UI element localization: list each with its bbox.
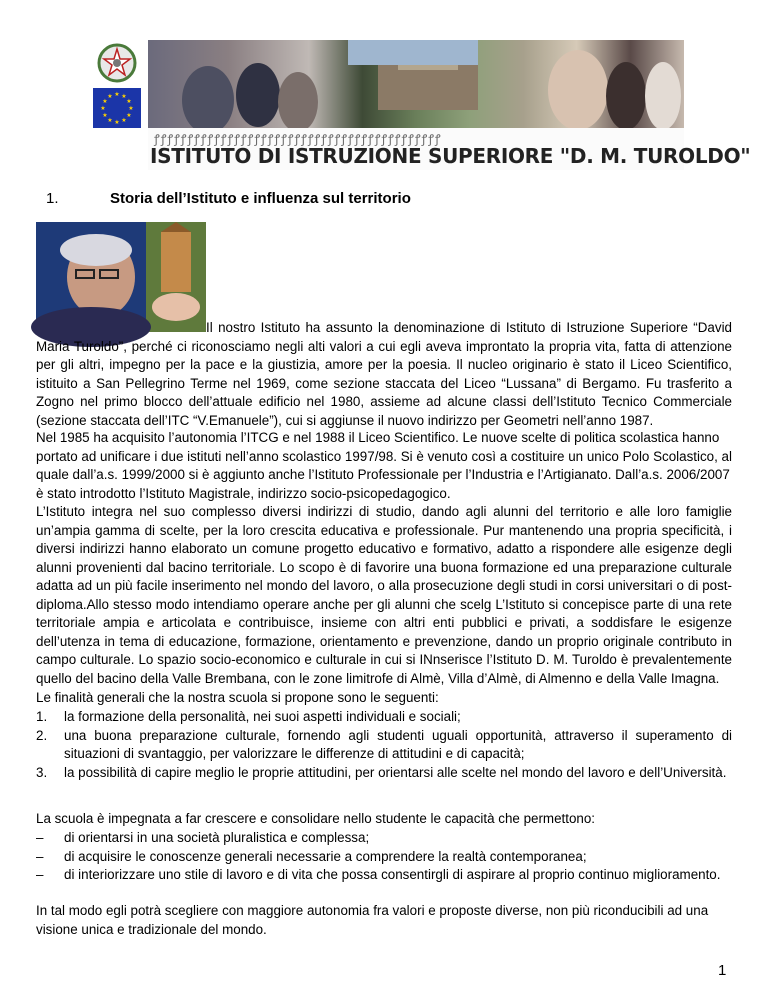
closing-paragraph: In tal modo egli potrà scegliere con maggiore autonomia fra valori e proposte diverse, non più riconducibili ad una visione unica e tradizionale del mondo. — [36, 903, 709, 937]
italian-republic-emblem-icon — [95, 42, 139, 84]
list-item — [36, 764, 732, 783]
list-number: 1. — [36, 709, 48, 724]
eu-flag-icon — [93, 88, 141, 128]
svg-text:★: ★ — [121, 93, 127, 100]
list-text: una buona preparazione culturale, fornendo agli studenti uguali opportunità, attraverso il superamento di situazioni di svantaggio, per valorizzare le differenze di attitudini e di capacità; — [64, 727, 732, 761]
svg-text:★: ★ — [126, 112, 132, 119]
list-dash: – — [36, 848, 44, 864]
svg-text:★: ★ — [102, 112, 108, 119]
svg-text:★: ★ — [128, 105, 134, 112]
goals-list — [36, 708, 732, 782]
page-number: 1 — [718, 962, 727, 979]
banner-photo-collage — [148, 40, 684, 128]
svg-text:★: ★ — [107, 117, 113, 124]
svg-text:★: ★ — [100, 105, 106, 112]
list-number: 2. — [36, 727, 48, 743]
capabilities-list — [36, 829, 732, 885]
svg-text:★: ★ — [114, 91, 120, 98]
svg-text:★: ★ — [102, 98, 108, 105]
banner-decoration: ꝭꝭꝭꝭꝭꝭꝭꝭꝭꝭꝭꝭꝭꝭꝭꝭꝭꝭꝭꝭꝭꝭꝭꝭꝭꝭꝭꝭꝭꝭꝭꝭꝭꝭꝭꝭꝭꝭꝭꝭꝭꝭꝭ — [154, 132, 442, 146]
list-text: di orientarsi in una società pluralistica e complessa; — [64, 830, 370, 845]
svg-text:★: ★ — [126, 98, 132, 105]
list-item — [36, 708, 732, 727]
school-banner — [148, 40, 751, 170]
list-item — [36, 829, 732, 848]
goals-intro: Le finalità generali che la nostra scuola si propone sono le seguenti: — [36, 690, 439, 705]
list-item — [36, 866, 732, 885]
list-text: di acquisire le conoscenze generali necessarie a comprendere la realtà contemporanea; — [64, 848, 587, 864]
turoldo-portrait-image — [36, 222, 206, 332]
history-paragraph-text: Il nostro Istituto ha assunto la denominazione di Istituto di Istruzione Superiore “David Maria Turoldo”, perché ci riconosciamo negli alti valori a cui egli aveva improntato la propria vita, fatta di attenzione per gli altri, impegno per la pace e la giustizia, amore per la poesia. Il nucleo originario è stato il Liceo Scientifico, istituito a San Pellegrino Terme nel 1969, come sezione staccata del Liceo “Lussana” di Bergamo. Fu trasferito a Zogno nel primo blocco dell’attuale edificio nel 1980, assieme ad alcune classi dell’Istituto Tecnico Commerciale (sezione staccata dell’ITC “V.Emanuele”), cui si aggiunse il nuovo indirizzo per Geometri nell’anno 1987. — [36, 320, 732, 428]
svg-text:★: ★ — [114, 119, 120, 126]
list-text: di interiorizzare uno stile di lavoro e di vita che possa consentirgli di aspirare al proprio continuo miglioramento. — [64, 867, 721, 882]
list-item — [36, 848, 732, 867]
svg-text:★: ★ — [107, 93, 113, 100]
school-name: ISTITUTO DI ISTRUZIONE SUPERIORE "D. M. TUROLDO" — [150, 144, 751, 168]
list-item — [36, 727, 732, 764]
history-paragraph — [36, 319, 732, 430]
list-dash: – — [36, 830, 44, 845]
capabilities-intro: La scuola è impegnata a far crescere e consolidare nello studente le capacità che permettono: — [36, 811, 596, 826]
banner-title-band — [148, 128, 751, 170]
autonomy-paragraph: Nel 1985 ha acquisito l’autonomia l’ITCG e nel 1988 il Liceo Scientifico. Le nuove scelte di politica scolastica hanno portato ad unificare i due istituti nell’anno scolastico 1997/98. Si è venuto così a costituire un unico Polo Scolastico, al quale dall’a.s. 1999/2000 si è aggiunto anche l’Istituto Professionale per l’Industria e l’Artigianato. Dall’a.s. 2006/2007 è stato introdotto l’Istituto Magistrale, indirizzo socio-psicopedagogico. — [36, 430, 732, 501]
section-title: Storia dell’Istituto e influenza sul territorio — [110, 190, 411, 207]
list-number: 3. — [36, 764, 48, 780]
list-text: la formazione della personalità, nei suoi aspetti individuali e sociali; — [64, 709, 461, 724]
list-text: la possibilità di capire meglio le proprie attitudini, per orientarsi alle scelte nel mondo del lavoro e dell’Università. — [64, 764, 727, 780]
section-number: 1. — [46, 190, 59, 207]
list-dash: – — [36, 867, 44, 882]
svg-text:★: ★ — [121, 117, 127, 124]
integration-paragraph: L’Istituto integra nel suo complesso diversi indirizzi di studio, dando agli alunni del territorio e alle loro famiglie un’ampia gamma di scelte, per la loro crescita educativa e professionale. Pur mantenendo una propria specificità, i diversi indirizzi hanno elaborato un comune progetto educativo e formativo, adatto a rispondere alle esigenze degli alunni provenienti dal bacino territoriale. Lo scopo è di favorire una buona formazione ed una preparazione culturale adatta ad un più facile inserimento nel mondo del lavoro, o alla prosecuzione degli studi in corsi universitari o di post-diploma.Allo stesso modo intendiamo operare anche per gli alunni che scelg L’Istituto si concepisce parte di una rete territoriale ampia e articolata e contribuisce, insieme con altri enti pubblici e privati, a soddisfare le esigenze dell’utenza in tema di educazione, formazione, orientamento e prevenzione, dando un proprio originale contributo in campo culturale. Lo spazio socio-economico e culturale in cui si INnserisce l’Istituto D. M. Turoldo è prevalentemente quello del bacino della Valle Brembana, con le zone limitrofe di Almè, Villa d’Almè, di Almenno e della Valle Imagna. — [36, 504, 732, 686]
